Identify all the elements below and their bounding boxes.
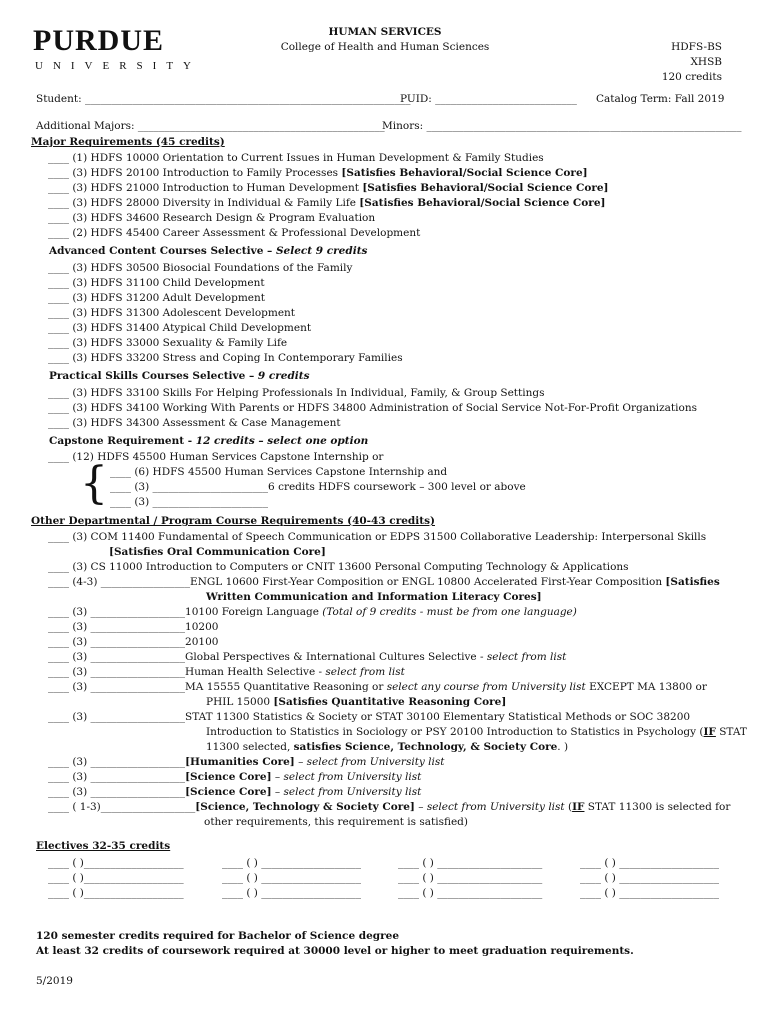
list-item: ____ (3) __________________[Science Core] – select from University list — [48, 771, 422, 783]
list-item: ____ (2) HDFS 45400 Career Assessment & Professional Development — [48, 227, 421, 239]
list-item: ____ (6) HDFS 45500 Human Services Capstone Internship and — [110, 466, 448, 478]
list-item: ____ (3) HDFS 34300 Assessment & Case Management — [48, 417, 341, 429]
list-item: ____ (3) HDFS 21000 Introduction to Human Development [Satisfies Behavioral/Social Science Core] — [48, 182, 609, 194]
list-item: ____ (3) __________________10100 Foreign Language (Total of 9 credits - must be from one language) — [48, 606, 577, 618]
list-item: ____ (3) HDFS 31300 Adolescent Development — [48, 307, 296, 319]
electives-col-2[interactable]: ____ ( ) ___________________ ____ ( ) ___________________ ____ ( ) ___________________ — [222, 857, 361, 899]
list-item: ____ (4-3) _________________ENGL 10600 First-Year Composition or ENGL 10800 Accelerated First-Year Composition [Satisfies — [48, 576, 720, 588]
advanced-heading: Advanced Content Courses Selective – Select 9 credits — [49, 245, 368, 257]
major-requirements-heading: Major Requirements (45 credits) — [31, 136, 225, 148]
list-item: ____ (3) HDFS 31400 Atypical Child Development — [48, 322, 312, 334]
list-item: ____ (3) HDFS 34100 Working With Parents or HDFS 34800 Administration of Social Service Not-For-Profit Organizations — [48, 402, 697, 414]
list-item: ____ (3) __________________20100 — [48, 636, 219, 648]
list-item: ____ (3) __________________MA 15555 Quantitative Reasoning or select any course from University list EXCEPT MA 13800 or — [48, 681, 707, 693]
list-item: PHIL 15000 [Satisfies Quantitative Reasoning Core] — [206, 696, 507, 708]
electives-heading: Electives 32-35 credits — [36, 840, 171, 852]
major-list — [48, 151, 609, 241]
capstone-internship: ____ (12) HDFS 45500 Human Services Capstone Internship or — [48, 451, 384, 463]
plan-code: XHSB — [690, 56, 722, 68]
practical-list — [48, 386, 697, 431]
list-item: ____ (1) HDFS 10000 Orientation to Current Issues in Human Development & Family Studies — [48, 152, 544, 164]
list-item: ____ (3) ______________________ — [110, 496, 269, 508]
list-item: ____ (3) HDFS 28000 Diversity in Individual & Family Life [Satisfies Behavioral/Social Science Core] — [48, 197, 606, 209]
list-item: ____ (3) HDFS 31200 Adult Development — [48, 292, 265, 304]
list-item: ____ (3) __________________10200 — [48, 621, 219, 633]
list-item: ____ (3) HDFS 33100 Skills For Helping Professionals In Individual, Family, & Group Settings — [48, 387, 545, 399]
degree-credit-note: 120 semester credits required for Bachelor of Science degree — [36, 930, 400, 942]
list-item: ____ (3) CS 11000 Introduction to Computers or CNIT 13600 Personal Computing Technology & Applications — [48, 561, 629, 573]
revision-date: 5/2019 — [36, 975, 73, 987]
program-title: HUMAN SERVICES — [328, 26, 442, 38]
list-item: ____ (3) ______________________6 credits HDFS coursework – 300 level or above — [110, 481, 526, 493]
brace-icon: { — [80, 458, 108, 509]
catalog-term: Catalog Term: Fall 2019 — [596, 93, 725, 105]
list-item: ____ (3) HDFS 33200 Stress and Coping In Contemporary Families — [48, 352, 403, 364]
list-item: [Satisfies Oral Communication Core] — [109, 546, 326, 558]
list-item: Introduction to Statistics in Sociology or PSY 20100 Introduction to Statistics in Psychology (IF STAT — [206, 726, 747, 738]
list-item: ____ ( 1-3)__________________[Science, Technology & Society Core] – select from University list (IF STAT 11300 is selected for — [48, 801, 731, 813]
advanced-list — [48, 261, 403, 366]
list-item: ____ (3) HDFS 30500 Biosocial Foundations of the Family — [48, 262, 353, 274]
puid-field[interactable]: PUID: ___________________________ — [400, 93, 577, 105]
list-item: ____ (3) HDFS 31100 Child Development — [48, 277, 265, 289]
total-credits: 120 credits — [661, 71, 722, 83]
capstone-alternative — [110, 465, 526, 510]
list-item: ____ (3) __________________[Science Core] – select from University list — [48, 786, 422, 798]
electives-col-3[interactable]: ____ ( ) ____________________ ____ ( ) ____________________ ____ ( ) ____________________ — [398, 857, 543, 899]
practical-heading: Practical Skills Courses Selective – 9 credits — [49, 370, 310, 382]
college-name: College of Health and Human Sciences — [280, 41, 490, 53]
list-item: Written Communication and Information Literacy Cores] — [206, 591, 542, 603]
capstone-heading: Capstone Requirement - 12 credits – select one option — [49, 435, 369, 447]
purdue-logo: PURDUE — [33, 24, 164, 57]
minors-field[interactable]: Minors: ____________________________________________________________ — [382, 120, 742, 132]
list-item: ____ (3) HDFS 34600 Research Design & Program Evaluation — [48, 212, 376, 224]
other-requirements-heading: Other Departmental / Program Course Requirements (40-43 credits) — [31, 515, 435, 527]
upper-level-note: At least 32 credits of coursework required at 30000 level or higher to meet graduation requirements. — [36, 945, 634, 957]
student-field[interactable]: Student: ______________________________________________________________ — [36, 93, 411, 105]
list-item: ____ (3) __________________Human Health Selective - select from list — [48, 666, 405, 678]
other-list — [48, 530, 747, 830]
list-item: ____ (3) __________________Global Perspectives & International Cultures Selective - select from list — [48, 651, 567, 663]
list-item: ____ (3) __________________STAT 11300 Statistics & Society or STAT 30100 Elementary Statistical Methods or SOC 38200 — [48, 711, 691, 723]
list-item: ____ (3) HDFS 20100 Introduction to Family Processes [Satisfies Behavioral/Social Science Core] — [48, 167, 588, 179]
list-item: other requirements, this requirement is satisfied) — [204, 816, 468, 828]
list-item: 11300 selected, satisfies Science, Technology, & Society Core. ) — [206, 741, 569, 753]
electives-col-1[interactable]: ____ ( )___________________ ____ ( )___________________ ____ ( )___________________ — [48, 857, 184, 899]
list-item: ____ (3) HDFS 33000 Sexuality & Family Life — [48, 337, 288, 349]
program-code: HDFS-BS — [671, 41, 722, 53]
list-item: ____ (3) __________________[Humanities Core] – select from University list — [48, 756, 445, 768]
university-logo-text: UNIVERSITY — [35, 60, 201, 72]
electives-col-4[interactable]: ____ ( ) ___________________ ____ ( ) ___________________ ____ ( ) ___________________ — [580, 857, 719, 899]
list-item: ____ (3) COM 11400 Fundamental of Speech Communication or EDPS 31500 Collaborative Leadership: Interpersonal Skills — [48, 531, 707, 543]
additional-majors-field[interactable]: Additional Majors: _______________________________________________ — [36, 120, 385, 132]
